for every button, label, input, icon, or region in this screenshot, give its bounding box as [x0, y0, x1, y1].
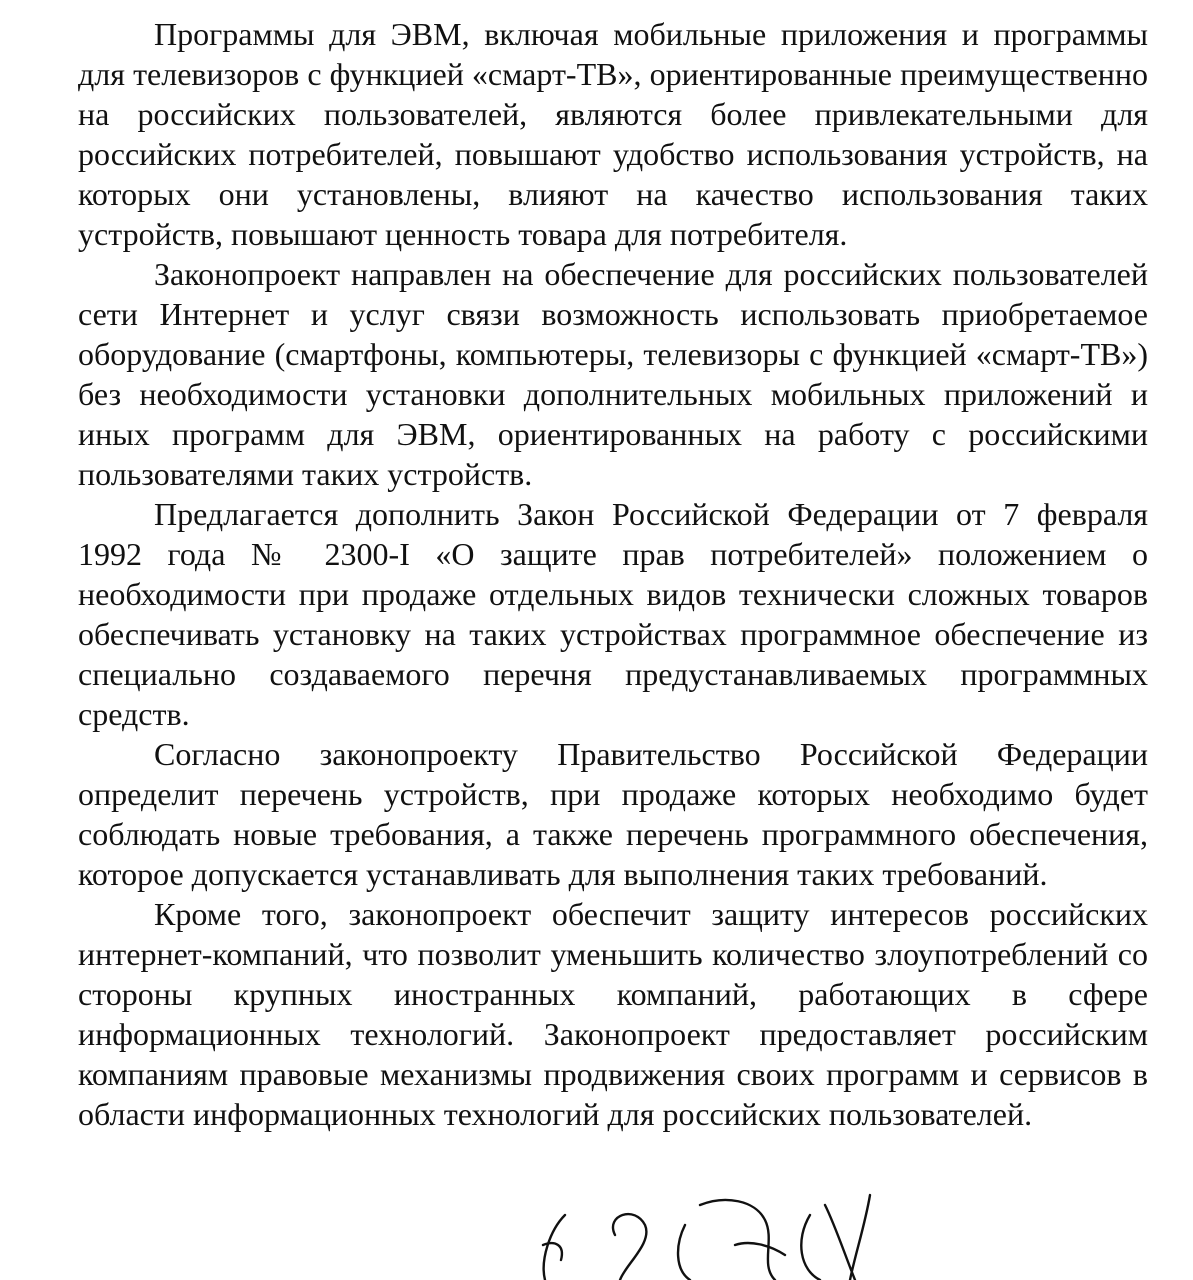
paragraph-3: Предлагается дополнить Закон Российской Федерации от 7 февраля 1992 года № 2300-I «О защите прав потребителей» положением о необходимости при продаже отдельных видов технически сложных товаров обеспечивать установку на таких устройствах программное обеспечение из специально создаваемого перечня предустанавливаемых программных средств.: [78, 496, 1148, 732]
paragraph-5: Кроме того, законопроект обеспечит защиту интересов российских интернет-компаний, что позволит уменьшить количество злоупотреблений со стороны крупных иностранных компаний, работающих в сфере информационных технологий. Законопроект предоставляет российским компаниям правовые механизмы продвижения своих программ и сервисов в области информационных технологий для российских пользователей.: [78, 896, 1148, 1132]
document-body: [78, 14, 1148, 1134]
handwritten-signature: [525, 1185, 925, 1280]
paragraph-4: Согласно законопроекту Правительство Российской Федерации определит перечень устройств, при продаже которых необходимо будет соблюдать новые требования, а также перечень программного обеспечения, которое допускается устанавливать для выполнения таких требований.: [78, 736, 1148, 892]
paragraph-1: Программы для ЭВМ, включая мобильные приложения и программы для телевизоров с функцией «смарт-ТВ», ориентированные преимущественно на российских пользователей, являются более привлекательными для российских потребителей, повышают удобство использования устройств, на которых они установлены, влияют на качество использования таких устройств, повышают ценность товара для потребителя.: [78, 16, 1148, 252]
paragraph-2: Законопроект направлен на обеспечение для российских пользователей сети Интернет и услуг связи возможность использовать приобретаемое оборудование (смартфоны, компьютеры, телевизоры с функцией «смарт-ТВ») без необходимости установки дополнительных мобильных приложений и иных программ для ЭВМ, ориентированных на работу с российскими пользователями таких устройств.: [78, 256, 1148, 492]
